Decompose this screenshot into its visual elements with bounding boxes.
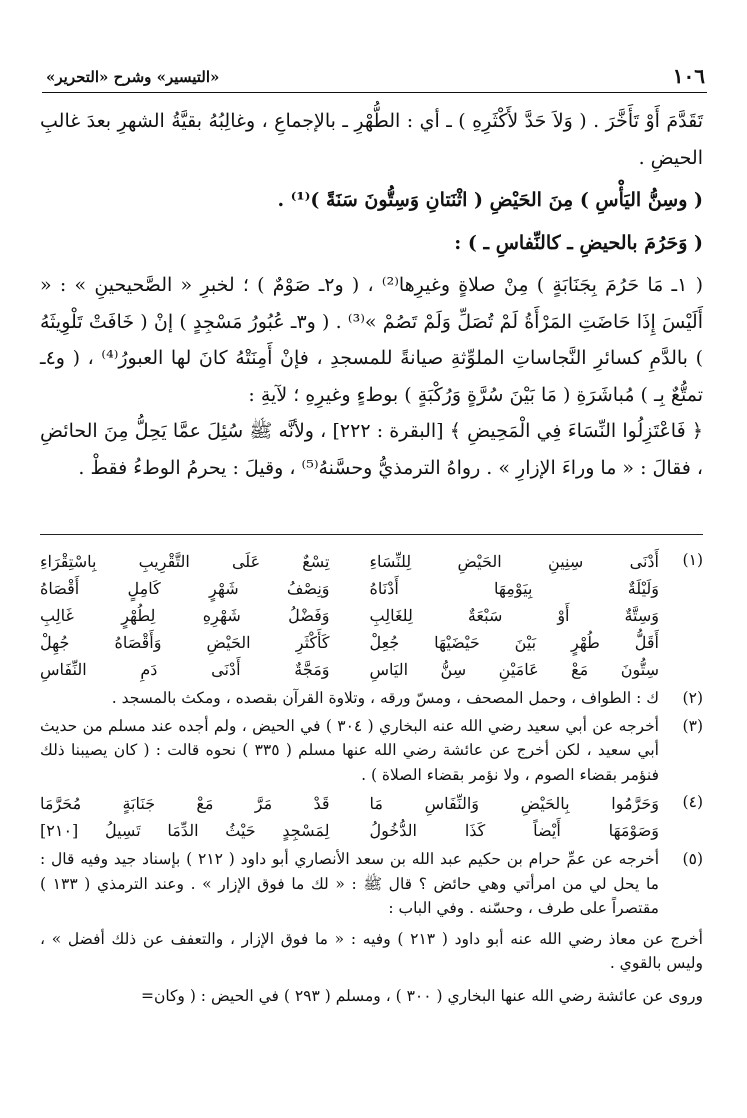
paragraph-3: ( وَحَرُمَ بالحيضِ ـ كالنِّفاسِ ـ ) : (454, 231, 703, 254)
footnote-2-text: ك : الطواف ، وحمل المصحف ، ومسّ ورقه ، وتلاوة القرآن بقصده ، ومكث بالمسجد . (111, 689, 659, 707)
verse-5b: وَمَجَّةٌ أَدْنَى دَمِ النِّفَاسِ (40, 660, 330, 679)
footnote-5 (40, 847, 703, 921)
verse-1a: وَحَرَّمُوا بِالحَيْضِ وَالنِّفَاسِ مَا (369, 794, 659, 813)
footnote-3 (40, 714, 703, 788)
footnote-2 (40, 686, 703, 711)
footnote-continuation-1: أخرج عن معاذ رضي الله عنه أبو داود ( ٢١٣ ) وفيه : « ما فوق الإزار ، والتعفف عن ذلك أفضل » ، وليس بالقوي . (40, 929, 703, 972)
footnote-number: (٥) (682, 850, 703, 868)
footnote-5-text: أخرجه عن عمِّ حرام بن حكيم عبد الله بن سعد الأنصاري أبو داود ( ٢١٢ ) بإسناد جيد وفيه قال : ما يحل لي من امرأتي وهي حائض ؟ قال ﷺ : « لك ما فوق الإزار » . وعند الترمذي ( ١٣٣ ) مقتصراً على طرف ، وحسّنه . وفي الباب : (40, 850, 660, 917)
paragraph-4: ( ١ـ مَا حَرُمَ بِجَنَابَةٍ ) مِنْ صلاةٍ وغيرِها⁽²⁾ ، ( و٢ـ صَوْمٌ ) ؛ لخبرِ « الصَّحيحينِ » : « أَلَيْسَ إِذَا حَاضَتِ المَرْأَةُ لَمْ تُصَلِّ وَلَمْ تَصُمْ »⁽³⁾ . ( و٣ـ عُبُورُ مَسْجِدٍ ) إنْ ( خَافَتْ تَلْوِيثَهُ ) بالدَّمِ كسائرِ النَّجاساتِ الملوِّثةِ صيانةً للمسجدِ ، فإنْ أَمِنَتْهُ كانَ لها العبورُ⁽⁴⁾ ، ( و٤ـ تمتُّعٌ بِـ ) مُباشَرَةِ ( مَا بَيْنَ سُرَّةٍ وَرُكْبَةٍ ) بوطءٍ وغيرِهِ ؛ لآيةِ : (40, 274, 703, 406)
main-text (40, 103, 703, 486)
verse-2a: وَلَيْلَةٌ بِيَوْمِهَا أَدْنَاهُ (369, 579, 659, 598)
verse-5a: سِتُّونَ مَعْ عَامَيْنِ سِنُّ اليَاسِ (369, 660, 659, 679)
footnote-1 (40, 548, 703, 683)
verse-2b: وَنِصْفُ شَهْرٍ كَامِلٍ أَقْصَاهُ (40, 579, 330, 598)
verse-3b: وَفَضْلُ شَهْرِهِ لِطُهْرٍ غَالِبِ (40, 606, 330, 625)
verse-4b: كَأَكْثَرِ الحَيْضِ وَأَقْصَاهُ جُهِلْ (40, 633, 330, 652)
verse-1a: أَدْنَى سِنِينِ الحَيْضِ لِلنِّسَاءِ (369, 552, 659, 571)
footnote-number: (٤) (682, 793, 703, 811)
verse-2b: لِمَسْجِدٍ حَيْثُ الدِّمَا تَسِيلُ [٢١٠] (40, 821, 330, 840)
header-rule (42, 92, 707, 93)
paragraph-2: ( وسِنُّ اليَأْسِ ) مِنَ الحَيْضِ ( اثْنَتانِ وَسِتُّونَ سَنَةً )⁽¹⁾ . (277, 189, 703, 211)
footnote-4 (40, 790, 703, 844)
footnote-number: (٢) (682, 689, 703, 707)
footnote-divider (40, 534, 703, 535)
verse-2a: وَصَوْمَهَا أَيْضاً كَذَا الدُّخُولُ (369, 821, 659, 840)
verse-1b: قَدْ مَرَّ مَعْ جَنَابَةٍ مُحَرَّمَا (40, 794, 330, 813)
verse-3a: وَسِتَّةٌ أَوْ سَبْعَةٌ لِلغَالِبِ (369, 606, 659, 625)
footnote-continuation-2: وروى عن عائشة رضي الله عنها البخاري ( ٣٠٠ ) ، ومسلم ( ٢٩٣ ) في الحيض : ( وكان= (140, 986, 703, 1005)
footnote-number: (٣) (682, 716, 703, 735)
verse-1b: تِسْعٌ عَلَى التَّقْرِيبِ بِاسْتِقْرَاءِ (40, 552, 330, 571)
footnotes (40, 548, 703, 1008)
running-title: «التيسير» وشرح «التحرير» (46, 68, 220, 86)
paragraph-1: تَقَدَّمَ أَوْ تَأَخَّرَ . ( وَلاَ حَدَّ لأَكْثَرِهِ ) ـ أي : الطُّهْرِ ـ بالإجماعِ ، وغالِبُهُ بقيَّةُ الشهرِ بعدَ غالبِ الحيضِ . (40, 110, 703, 169)
footnote-number: (١) (682, 551, 703, 569)
paragraph-5: ﴿ فَاعْتَزِلُوا النِّسَاءَ فِي الْمَحِيضِ ﴾ [البقرة : ٢٢٢] ، ولأنَّه ﷺ سُئِلَ عمَّا يَحِلُّ مِنَ الحائضِ ، فقالَ : « ما وراءَ الإزارِ » . رواهُ الترمذيُّ وحسَّنهُ⁽⁵⁾ ، وقيلَ : يحرمُ الوطءُ فقطْ . (40, 420, 703, 479)
page-number: ١٠٦ (672, 64, 705, 88)
page-header (42, 62, 707, 92)
footnote-3-text: أخرجه عن أبي سعيد رضي الله عنه البخاري ( ٣٠٤ ) في الحيض ، ولم أجده عند مسلم من حديث أبي سعيد ، لكن أخرج عن عائشة رضي الله عنها مسلم ( ٣٣٥ ) نحوه قالت : ( كان يصيبنا ذلك فنؤمر بقضاء الصوم ، ولا نؤمر بقضاء الصلاة ) . (40, 716, 659, 784)
footnote-4-poem (40, 790, 659, 844)
footnote-1-poem (40, 548, 659, 683)
verse-4a: أَقَلُّ طُهْرٍ بَيْنَ حَيْضَيْهَا جُعِلْ (369, 633, 659, 652)
